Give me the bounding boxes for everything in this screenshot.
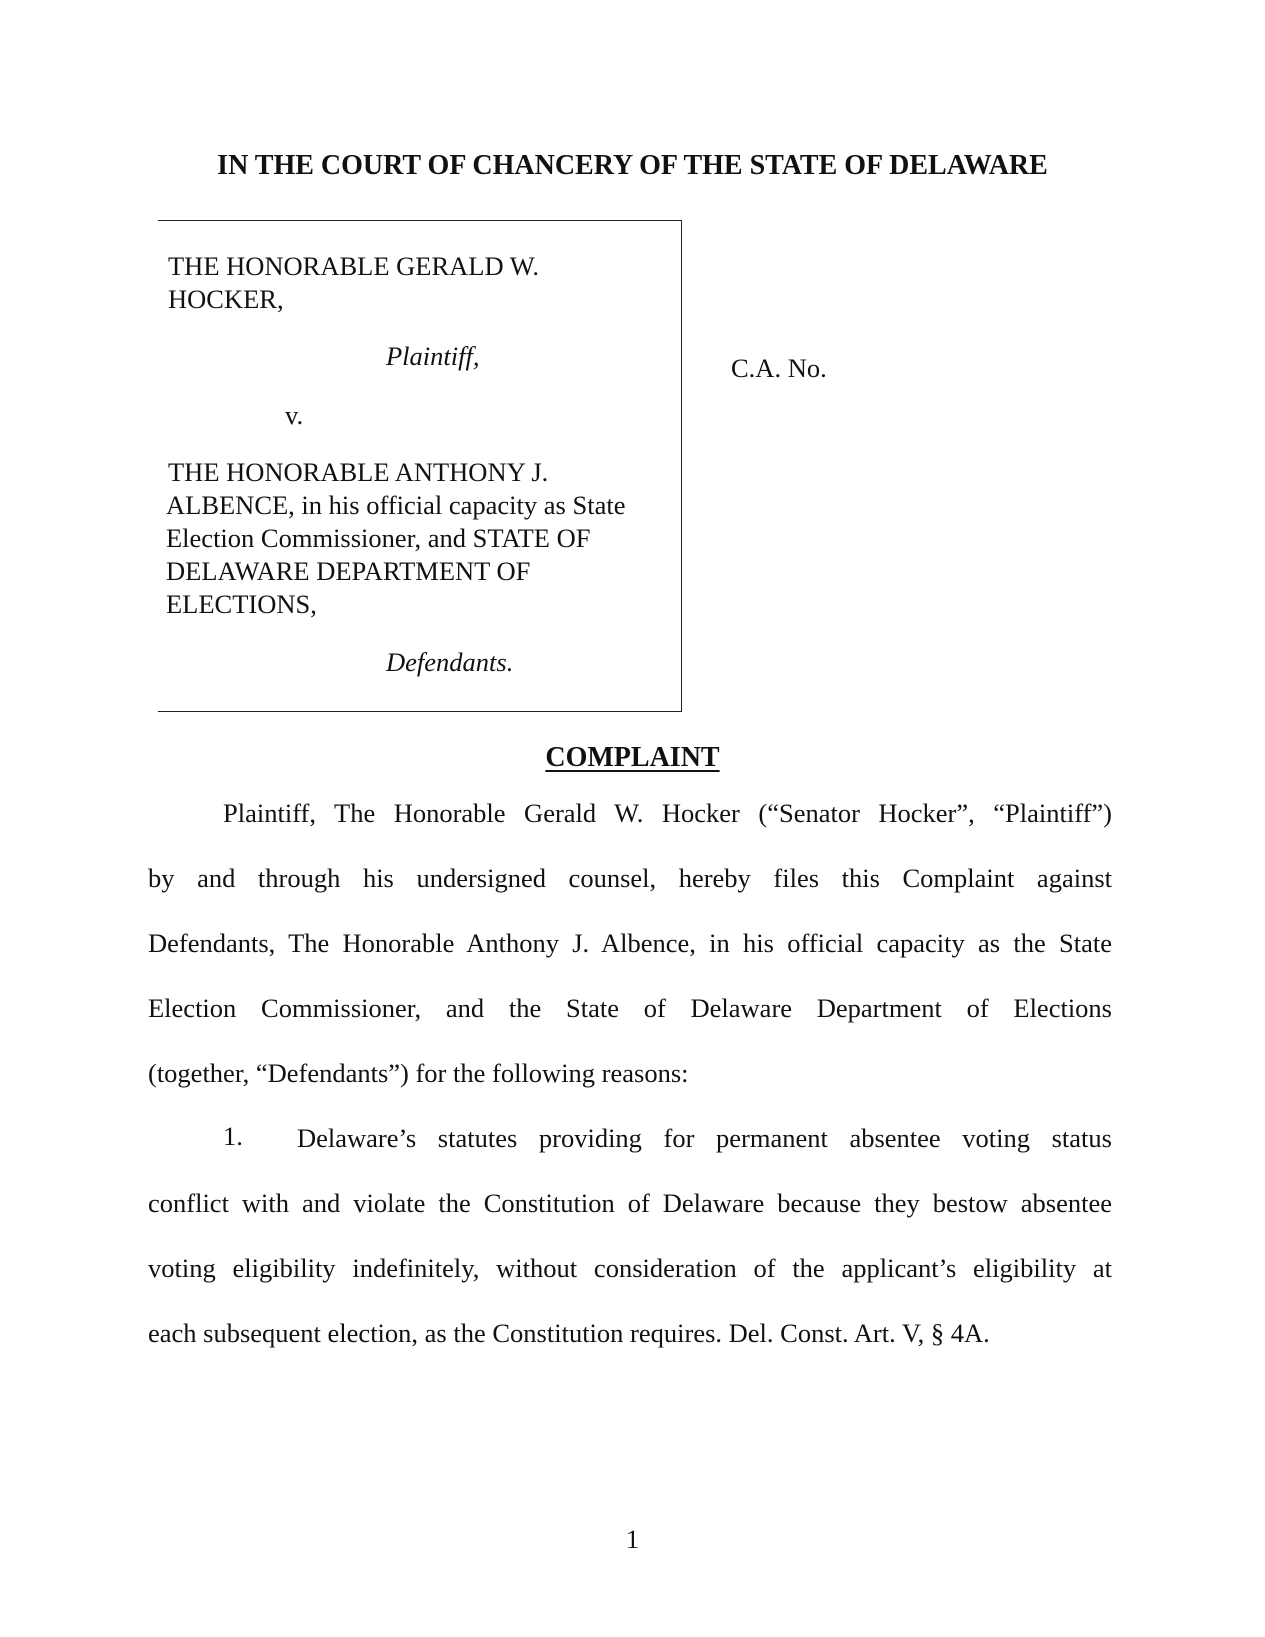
court-title: IN THE COURT OF CHANCERY OF THE STATE OF DELAWARE bbox=[217, 150, 1048, 181]
intro-line-4: Election Commissioner, and the State of Delaware Department of Elections bbox=[148, 993, 1112, 1023]
paragraph-1-line-4: each subsequent election, as the Constitution requires. Del. Const. Art. V, § 4A. bbox=[148, 1318, 990, 1348]
defendant-name-line-2: ALBENCE, in his official capacity as State bbox=[166, 490, 626, 520]
defendant-name-line-5: ELECTIONS, bbox=[166, 589, 317, 619]
intro-line-1: Plaintiff, The Honorable Gerald W. Hocker (“Senator Hocker”, “Plaintiff”) bbox=[223, 798, 1112, 828]
defendant-name-line-3: Election Commissioner, and STATE OF bbox=[166, 523, 591, 553]
paragraph-1-line-2: conflict with and violate the Constitution of Delaware because they bestow absentee bbox=[148, 1188, 1112, 1218]
intro-line-2: by and through his undersigned counsel, hereby files this Complaint against bbox=[148, 863, 1112, 893]
intro-line-5: (together, “Defendants”) for the following reasons: bbox=[148, 1058, 689, 1088]
paragraph-1-line-1: Delaware’s statutes providing for permanent absentee voting status bbox=[297, 1123, 1112, 1153]
plaintiff-role: Plaintiff, bbox=[386, 341, 480, 371]
page-number: 1 bbox=[625, 1524, 640, 1554]
paragraph-1-line-3: voting eligibility indefinitely, without consideration of the applicant’s eligibility at bbox=[148, 1253, 1112, 1283]
plaintiff-name-line-2: HOCKER, bbox=[168, 284, 284, 314]
defendant-role: Defendants. bbox=[386, 647, 514, 677]
case-number-label: C.A. No. bbox=[731, 353, 827, 383]
defendant-name-line-1: THE HONORABLE ANTHONY J. bbox=[168, 457, 549, 487]
paragraph-1-number: 1. bbox=[223, 1121, 243, 1151]
complaint-heading bbox=[0, 742, 1265, 774]
intro-line-3: Defendants, The Honorable Anthony J. Albence, in his official capacity as the State bbox=[148, 928, 1112, 958]
plaintiff-name-line-1: THE HONORABLE GERALD W. bbox=[168, 251, 539, 281]
defendant-name-line-4: DELAWARE DEPARTMENT OF bbox=[166, 556, 531, 586]
versus-label: v. bbox=[285, 400, 304, 430]
complaint-heading-text: COMPLAINT bbox=[545, 742, 720, 773]
